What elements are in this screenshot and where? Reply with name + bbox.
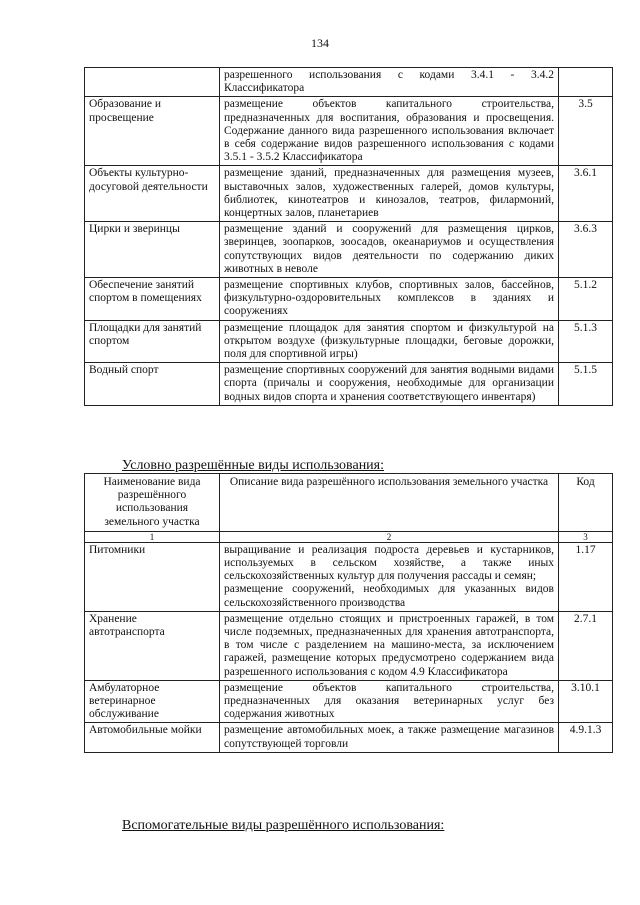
use-description: размещение площадок для занятия спортом и физкультурой на открытом воздухе (физкультурные площадки, беговые дорожки, поля для спортивной игры)	[220, 320, 559, 363]
use-description: размещение объектов капитального строительства, предназначенных для оказания ветеринарных услуг без содержания животных	[220, 680, 559, 723]
table-row	[85, 97, 613, 166]
table-row	[85, 278, 613, 321]
use-description: размещение спортивных клубов, спортивных залов, бассейнов, физкультурно-оздоровительных комплексов в зданиях и сооружениях	[220, 278, 559, 321]
use-name: Объекты культурно-досуговой деятельности	[85, 166, 220, 222]
page-number: 134	[311, 36, 329, 50]
use-code: 3.6.3	[559, 222, 613, 278]
use-code: 2.7.1	[559, 611, 613, 680]
table-row	[85, 320, 613, 363]
use-description-part: размещение сооружений, необходимых для указанных видов сельскохозяйственного производства	[224, 583, 554, 609]
conditional-uses-heading: Условно разрешённые виды использования:	[122, 458, 385, 473]
use-description: размещение объектов капитального строительства, предназначенных для воспитания, образования и просвещения. Содержание данного вида разрешенного использования включает в себя содержание видов разрешенного использования с кодами 3.5.1 - 3.5.2 Классификатора	[220, 97, 559, 166]
use-name: Хранение автотранспорта	[85, 611, 220, 680]
use-name: Амбулаторное ветеринарное обслуживание	[85, 680, 220, 723]
table-row	[85, 723, 613, 752]
use-description: разрешенного использования с кодами 3.4.1 - 3.4.2 Классификатора	[220, 68, 559, 97]
use-code	[559, 68, 613, 97]
table-row	[85, 68, 613, 97]
use-code: 3.6.1	[559, 166, 613, 222]
auxiliary-uses-heading: Вспомогательные виды разрешённого использования:	[122, 818, 445, 833]
use-name	[85, 68, 220, 97]
column-number: 1	[85, 531, 220, 542]
use-code: 4.9.1.3	[559, 723, 613, 752]
table-row	[85, 611, 613, 680]
use-name: Образование и просвещение	[85, 97, 220, 166]
use-name: Автомобильные мойки	[85, 723, 220, 752]
table-row	[85, 166, 613, 222]
use-name: Водный спорт	[85, 363, 220, 406]
use-code: 3.10.1	[559, 680, 613, 723]
column-number-row	[85, 531, 613, 542]
use-description: размещение автомобильных моек, а также размещение магазинов сопутствующей торговли	[220, 723, 559, 752]
header-description: Описание вида разрешённого использования земельного участка	[220, 474, 559, 532]
use-code: 1.17	[559, 542, 613, 611]
table-header-row	[85, 474, 613, 532]
use-name: Площадки для занятий спортом	[85, 320, 220, 363]
conditional-uses-table	[84, 473, 613, 753]
permitted-uses-table	[84, 67, 613, 406]
use-code: 5.1.2	[559, 278, 613, 321]
use-description	[220, 542, 559, 611]
use-code: 3.5	[559, 97, 613, 166]
use-description: размещение зданий, предназначенных для размещения музеев, выставочных залов, художественных галерей, домов культуры, библиотек, кинотеатров и кинозалов, театров, филармоний, концертных залов, планетариев	[220, 166, 559, 222]
use-name: Обеспечение занятий спортом в помещениях	[85, 278, 220, 321]
header-code: Код	[559, 474, 613, 532]
table-row	[85, 542, 613, 611]
use-name: Питомники	[85, 542, 220, 611]
use-code: 5.1.5	[559, 363, 613, 406]
column-number: 3	[559, 531, 613, 542]
header-name: Наименование вида разрешённого использования земельного участка	[85, 474, 220, 532]
use-name: Цирки и зверинцы	[85, 222, 220, 278]
table-row	[85, 363, 613, 406]
table-row	[85, 680, 613, 723]
use-description: размещение спортивных сооружений для занятия водными видами спорта (причалы и сооружения, необходимые для организации водных видов спорта и хранения соответствующего инвентаря)	[220, 363, 559, 406]
table-row	[85, 222, 613, 278]
column-number: 2	[220, 531, 559, 542]
use-description: размещение зданий и сооружений для размещения цирков, зверинцев, зоопарков, зоосадов, океанариумов и осуществления сопутствующих видов деятельности по содержанию диких животных в неволе	[220, 222, 559, 278]
use-code: 5.1.3	[559, 320, 613, 363]
use-description: размещение отдельно стоящих и пристроенных гаражей, в том числе подземных, предназначенных для хранения автотранспорта, в том числе с разделением на машино-места, за исключением гаражей, размещение которых предусмотрено содержанием вида разрешенного использования с кодом 4.9 Классификатора	[220, 611, 559, 680]
use-description-part: выращивание и реализация подроста деревьев и кустарников, используемых в сельском хозяйстве, а также иных сельскохозяйственных культур для получения рассады и семян;	[224, 543, 554, 583]
